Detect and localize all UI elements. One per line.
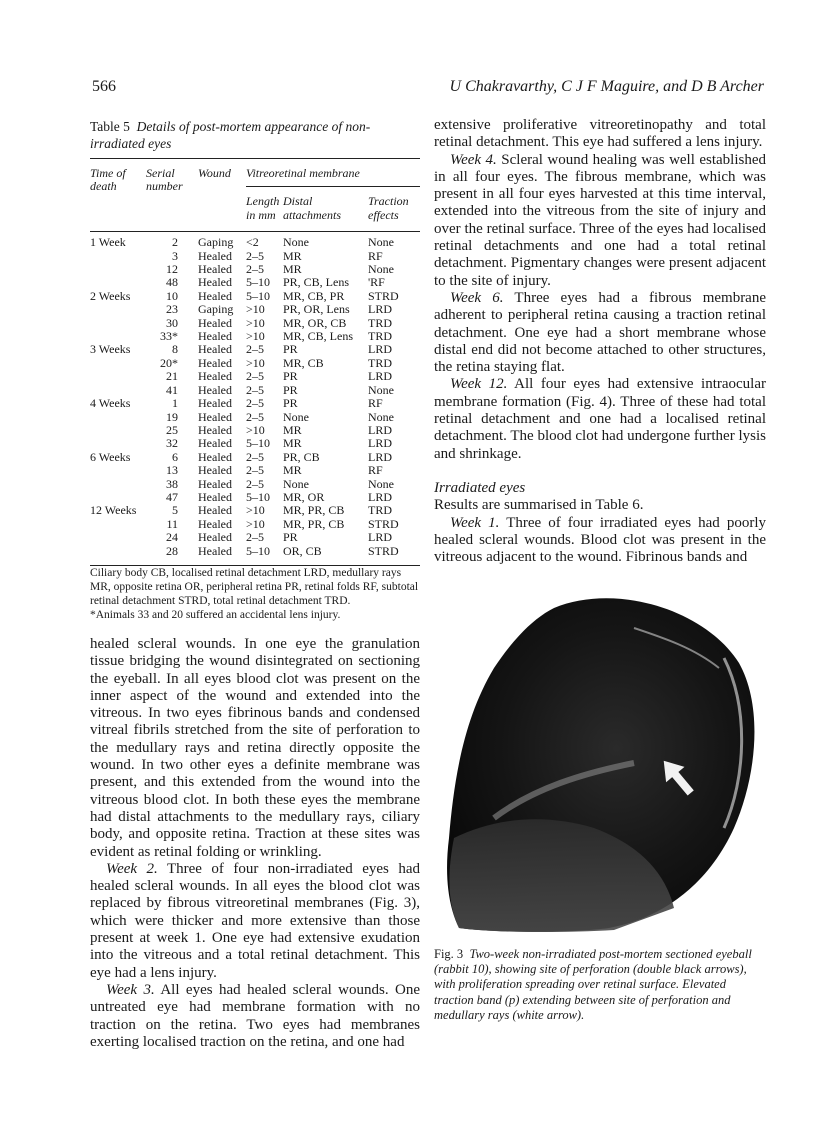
cell-wound: Gaping <box>198 235 234 250</box>
paragraph: Results are summarised in Table 6. <box>434 497 644 514</box>
cell-length: >10 <box>246 302 265 317</box>
cell-wound: Healed <box>198 396 232 411</box>
cell-length: 2–5 <box>246 382 264 397</box>
paragraph-text: Three eyes had a fibrous membrane adherent to peripheral retina causing a traction retinal detachment. One eye had a short membrane whose distal end did not become attached to other structures, the retina staying flat. <box>434 289 767 376</box>
figure-3-caption <box>434 947 766 1023</box>
cell-traction: LRD <box>368 342 392 357</box>
table-row <box>90 491 420 504</box>
table-row <box>90 424 420 437</box>
cell-serial: 25 <box>166 422 178 437</box>
cell-distal: MR <box>283 463 302 478</box>
cell-distal: None <box>283 476 309 491</box>
figure-caption-text: Two-week non-irradiated post-mortem sectioned eyeball (rabbit 10), showing site of perforation (double black arrows), with proliferation spreading over retinal surface. Elevated traction band (p) extending between site of perforation and medullary rays (white arrow). <box>434 947 752 1022</box>
cell-serial: 41 <box>166 382 178 397</box>
table-row <box>90 303 420 316</box>
cell-wound: Healed <box>198 449 232 464</box>
cell-wound: Healed <box>198 288 232 303</box>
table-row <box>90 357 420 370</box>
paragraph-text: Three of four non-irradiated eyes had healed scleral wounds. In all eyes the blood clot was replaced by fibrous vitreoretinal membranes (Fig. 3), which were thicker and more extensive than those present at week 1. One eye had extensive exudation into the vitreous and a total retinal detachment. This eye had a lens injury. <box>90 860 420 981</box>
cell-wound: Gaping <box>198 302 234 317</box>
cell-time: 4 Weeks <box>90 396 131 411</box>
table-row <box>90 276 420 289</box>
cell-distal: MR <box>283 248 302 263</box>
cell-serial: 11 <box>166 516 178 531</box>
cell-length: 2–5 <box>246 476 264 491</box>
cell-time: 2 Weeks <box>90 288 131 303</box>
running-header-authors: U Chakravarthy, C J F Maguire, and D B Archer <box>449 78 764 95</box>
cell-length: <2 <box>246 235 259 250</box>
cell-distal: PR, CB, Lens <box>283 275 350 290</box>
cell-distal: PR, OR, Lens <box>283 302 350 317</box>
cell-distal: None <box>283 235 309 250</box>
cell-serial: 38 <box>166 476 178 491</box>
cell-distal: None <box>283 409 309 424</box>
cell-wound: Healed <box>198 248 232 263</box>
cell-wound: Healed <box>198 315 232 330</box>
cell-length: 2–5 <box>246 409 264 424</box>
table-row <box>90 397 420 410</box>
cell-length: >10 <box>246 329 265 344</box>
paragraph-text: Scleral wound healing was well established in all four eyes. The fibrous membrane, which was present in all four eyes harvested at this time interval, extended into the vitreous from the site of injury and over the retinal surface. Three of the eyes had localised retinal detachments and one had a total retinal detachment. Pigmentary changes were present adjacent to the site of injury. <box>434 151 767 289</box>
cell-wound: Healed <box>198 422 232 437</box>
cell-wound: Healed <box>198 530 232 545</box>
cell-traction: TRD <box>368 355 392 370</box>
cell-serial: 8 <box>172 342 178 357</box>
cell-length: >10 <box>246 355 265 370</box>
cell-length: 2–5 <box>246 530 264 545</box>
cell-length: 2–5 <box>246 463 264 478</box>
paragraph-text: Three of four irradiated eyes had poorly healed scleral wounds. Blood clot was present in the vitreous adjacent to the wound. Fibrinous bands and <box>434 514 766 566</box>
figure-label: Fig. 3 <box>434 947 464 961</box>
footnote-lens-injury: *Animals 33 and 20 suffered an accidental lens injury. <box>90 609 341 621</box>
cell-wound: Healed <box>198 436 232 451</box>
cell-wound: Healed <box>198 369 232 384</box>
table-row <box>90 343 420 356</box>
left-column-text <box>90 636 420 1051</box>
paragraph-lead: Week 4. <box>450 151 497 168</box>
table-label: Table 5 <box>90 119 130 134</box>
paragraph-week-3 <box>90 982 420 1051</box>
cell-length: >10 <box>246 503 265 518</box>
paragraph-text: All eyes had healed scleral wounds. One untreated eye had membrane formation with no traction on the retina. Two eyes had membranes exerting localised traction on the retina, and one had <box>90 981 421 1050</box>
cell-length: 5–10 <box>246 545 283 566</box>
paragraph-lead: Week 3. <box>106 981 155 998</box>
cell-time <box>90 545 146 566</box>
cell-distal: MR, PR, CB <box>283 503 345 518</box>
cell-time <box>90 411 146 424</box>
cell-time: 1 Week <box>90 235 126 250</box>
cell-length: 2–5 <box>246 248 264 263</box>
cell-wound: Healed <box>198 516 232 531</box>
cell-serial: 30 <box>166 315 178 330</box>
cell-traction: None <box>368 235 394 250</box>
cell-traction: TRD <box>368 315 392 330</box>
paragraph-week-12 <box>434 376 766 462</box>
paragraph-week-4 <box>434 152 766 290</box>
cell-time <box>90 303 146 316</box>
paragraph-text: All four eyes had extensive intraocular membrane formation (Fig. 4). Three of these had total retinal detachment and one had a localised retinal detachment. The blood clot had undergone further lysis and shrinkage. <box>434 376 766 462</box>
table-title: Details of post-mortem appearance of non-irradiated eyes <box>90 119 371 151</box>
cell-traction: STRD <box>368 545 420 566</box>
table-row <box>90 451 420 464</box>
footnote-abbreviations: Ciliary body CB, localised retinal detachment LRD, medullary rays MR, opposite retina OR, peripheral retina PR, retinal folds RF, subtotal retinal detachment STRD, total retinal detachment TRD. <box>90 567 419 607</box>
col-time-of-death: Time of death <box>90 166 126 194</box>
col-serial-number: Serial number <box>146 166 183 194</box>
cell-length: >10 <box>246 422 265 437</box>
cell-distal: OR, CB <box>283 545 368 566</box>
cell-wound: Healed <box>198 342 232 357</box>
cell-serial: 23 <box>166 302 178 317</box>
cell-distal: MR, OR <box>283 489 325 504</box>
cell-traction: STRD <box>368 516 399 531</box>
cell-wound: Healed <box>198 329 232 344</box>
cell-serial: 2 <box>172 235 178 250</box>
table-row <box>90 518 420 531</box>
cell-distal: MR <box>283 436 302 451</box>
cell-time <box>90 317 146 330</box>
col-vitreoretinal-membrane: Vitreoretinal membrane <box>246 159 420 187</box>
cell-distal: PR <box>283 530 298 545</box>
cell-traction: LRD <box>368 369 392 384</box>
cell-length: 2–5 <box>246 396 264 411</box>
figure-3-photo <box>434 588 764 933</box>
cell-time <box>90 250 146 263</box>
cell-time: 12 Weeks <box>90 503 137 518</box>
cell-wound: Healed <box>198 275 232 290</box>
paragraph: healed scleral wounds. In one eye the granulation tissue bridging the wound disintegrated on sectioning the eyeball. In all eyes blood clot was present on the inner aspect of the wound and extended into the vitreous. In two eyes fibrinous bands and condensed vitreal fibrils stretched from the site of perforation to the medullary rays and retina directly opposite the wound. In two other eyes a definite membrane was present, and this extended from the wound into the vitreous blood clot. In both these eyes the membrane had distal attachments to the medullary rays, ciliary body, and opposite retina. Traction at these sites was evident as retinal folding or wrinkling. <box>90 636 420 860</box>
cell-time <box>90 437 146 450</box>
table-row <box>90 290 420 303</box>
cell-serial: 13 <box>166 463 178 478</box>
col-distal-attachments: Distal attachments <box>283 194 341 222</box>
cell-time <box>90 357 146 370</box>
cell-length: 2–5 <box>246 342 264 357</box>
cell-time <box>90 478 146 491</box>
cell-distal: MR, PR, CB <box>283 516 345 531</box>
paragraph-lead: Week 12. <box>450 376 508 393</box>
cell-wound: Healed <box>198 545 246 566</box>
cell-wound: Healed <box>198 476 232 491</box>
cell-wound: Healed <box>198 382 232 397</box>
cell-length: >10 <box>246 315 265 330</box>
cell-serial: 5 <box>172 503 178 518</box>
cell-length: 5–10 <box>246 489 270 504</box>
cell-serial: 24 <box>166 530 178 545</box>
cell-traction: LRD <box>368 489 392 504</box>
cell-time <box>90 424 146 437</box>
cell-distal: MR <box>283 422 302 437</box>
table-row <box>90 478 420 491</box>
cell-traction: TRD <box>368 329 392 344</box>
cell-serial: 20* <box>160 355 178 370</box>
paragraph-week-2 <box>90 861 420 982</box>
table-row <box>90 437 420 450</box>
paragraph-irradiated-week-1 <box>434 515 766 567</box>
col-wound: Wound <box>198 166 231 180</box>
cell-wound: Healed <box>198 489 232 504</box>
cell-serial: 1 <box>172 396 178 411</box>
table-row <box>90 232 420 250</box>
table-row <box>90 250 420 263</box>
section-heading: Irradiated eyes <box>434 479 526 496</box>
cell-distal: MR, CB, Lens <box>283 329 354 344</box>
cell-serial: 33* <box>160 329 178 344</box>
cell-length: >10 <box>246 516 265 531</box>
cell-distal: MR <box>283 262 302 277</box>
cell-traction: None <box>368 382 394 397</box>
table-row <box>90 370 420 383</box>
page-number: 566 <box>92 78 116 95</box>
cell-length: 5–10 <box>246 436 270 451</box>
cell-time <box>90 464 146 477</box>
cell-time: 6 Weeks <box>90 449 131 464</box>
cell-distal: PR <box>283 396 298 411</box>
cell-serial: 48 <box>166 275 178 290</box>
table-row <box>90 317 420 330</box>
cell-time <box>90 263 146 276</box>
col-length: Length in mm <box>246 194 280 222</box>
cell-traction: LRD <box>368 302 392 317</box>
cell-serial: 19 <box>166 409 178 424</box>
table-row <box>90 411 420 424</box>
table-row <box>90 545 420 566</box>
cell-distal: PR, CB <box>283 449 320 464</box>
cell-distal: PR <box>283 369 298 384</box>
cell-serial: 21 <box>166 369 178 384</box>
table-caption <box>90 118 420 152</box>
cell-traction: LRD <box>368 449 392 464</box>
table-row <box>90 384 420 397</box>
cell-length: 5–10 <box>246 275 270 290</box>
paragraph-lead: Week 1. <box>450 514 500 531</box>
eyeball-section-image <box>434 588 764 933</box>
cell-distal: PR <box>283 382 298 397</box>
cell-time <box>90 276 146 289</box>
cell-traction: LRD <box>368 436 392 451</box>
cell-traction: STRD <box>368 288 399 303</box>
table-5-body <box>90 232 420 566</box>
cell-traction: None <box>368 476 394 491</box>
cell-distal: PR <box>283 342 298 357</box>
table-footnotes <box>90 566 420 622</box>
cell-serial: 28 <box>146 545 198 566</box>
cell-wound: Healed <box>198 355 232 370</box>
cell-serial: 32 <box>166 436 178 451</box>
cell-traction: 'RF <box>368 275 385 290</box>
cell-length: 2–5 <box>246 262 264 277</box>
cell-wound: Healed <box>198 409 232 424</box>
cell-wound: Healed <box>198 262 232 277</box>
cell-traction: LRD <box>368 530 392 545</box>
cell-serial: 47 <box>166 489 178 504</box>
paragraph-week-6 <box>434 290 766 376</box>
cell-distal: MR, OR, CB <box>283 315 347 330</box>
cell-serial: 12 <box>166 262 178 277</box>
table-row <box>90 504 420 517</box>
table-row <box>90 263 420 276</box>
col-traction-effects: Traction effects <box>368 194 409 222</box>
cell-length: 5–10 <box>246 288 270 303</box>
cell-traction: LRD <box>368 422 392 437</box>
cell-time <box>90 330 146 343</box>
paragraph: extensive proliferative vitreoretinopathy and total retinal detachment. This eye had suffered a lens injury. <box>434 117 766 151</box>
cell-traction: RF <box>368 248 383 263</box>
cell-time: 3 Weeks <box>90 342 131 357</box>
right-column-text <box>434 117 766 566</box>
cell-distal: MR, CB, PR <box>283 288 345 303</box>
cell-wound: Healed <box>198 503 232 518</box>
table-row <box>90 330 420 343</box>
cell-time <box>90 370 146 383</box>
paragraph-lead: Week 6. <box>450 289 504 306</box>
cell-wound: Healed <box>198 463 232 478</box>
cell-serial: 3 <box>172 248 178 263</box>
cell-time <box>90 518 146 531</box>
table-row <box>90 464 420 477</box>
cell-traction: RF <box>368 463 383 478</box>
cell-time <box>90 491 146 504</box>
paragraph-lead: Week 2. <box>106 860 158 877</box>
cell-traction: None <box>368 409 394 424</box>
cell-length: 2–5 <box>246 449 264 464</box>
cell-traction: TRD <box>368 503 392 518</box>
cell-length: 2–5 <box>246 369 264 384</box>
cell-traction: RF <box>368 396 383 411</box>
cell-time <box>90 531 146 544</box>
table-5 <box>90 158 420 566</box>
cell-time <box>90 384 146 397</box>
table-row <box>90 531 420 544</box>
cell-serial: 10 <box>166 288 178 303</box>
cell-traction: None <box>368 262 394 277</box>
cell-serial: 6 <box>172 449 178 464</box>
cell-distal: MR, CB <box>283 355 324 370</box>
